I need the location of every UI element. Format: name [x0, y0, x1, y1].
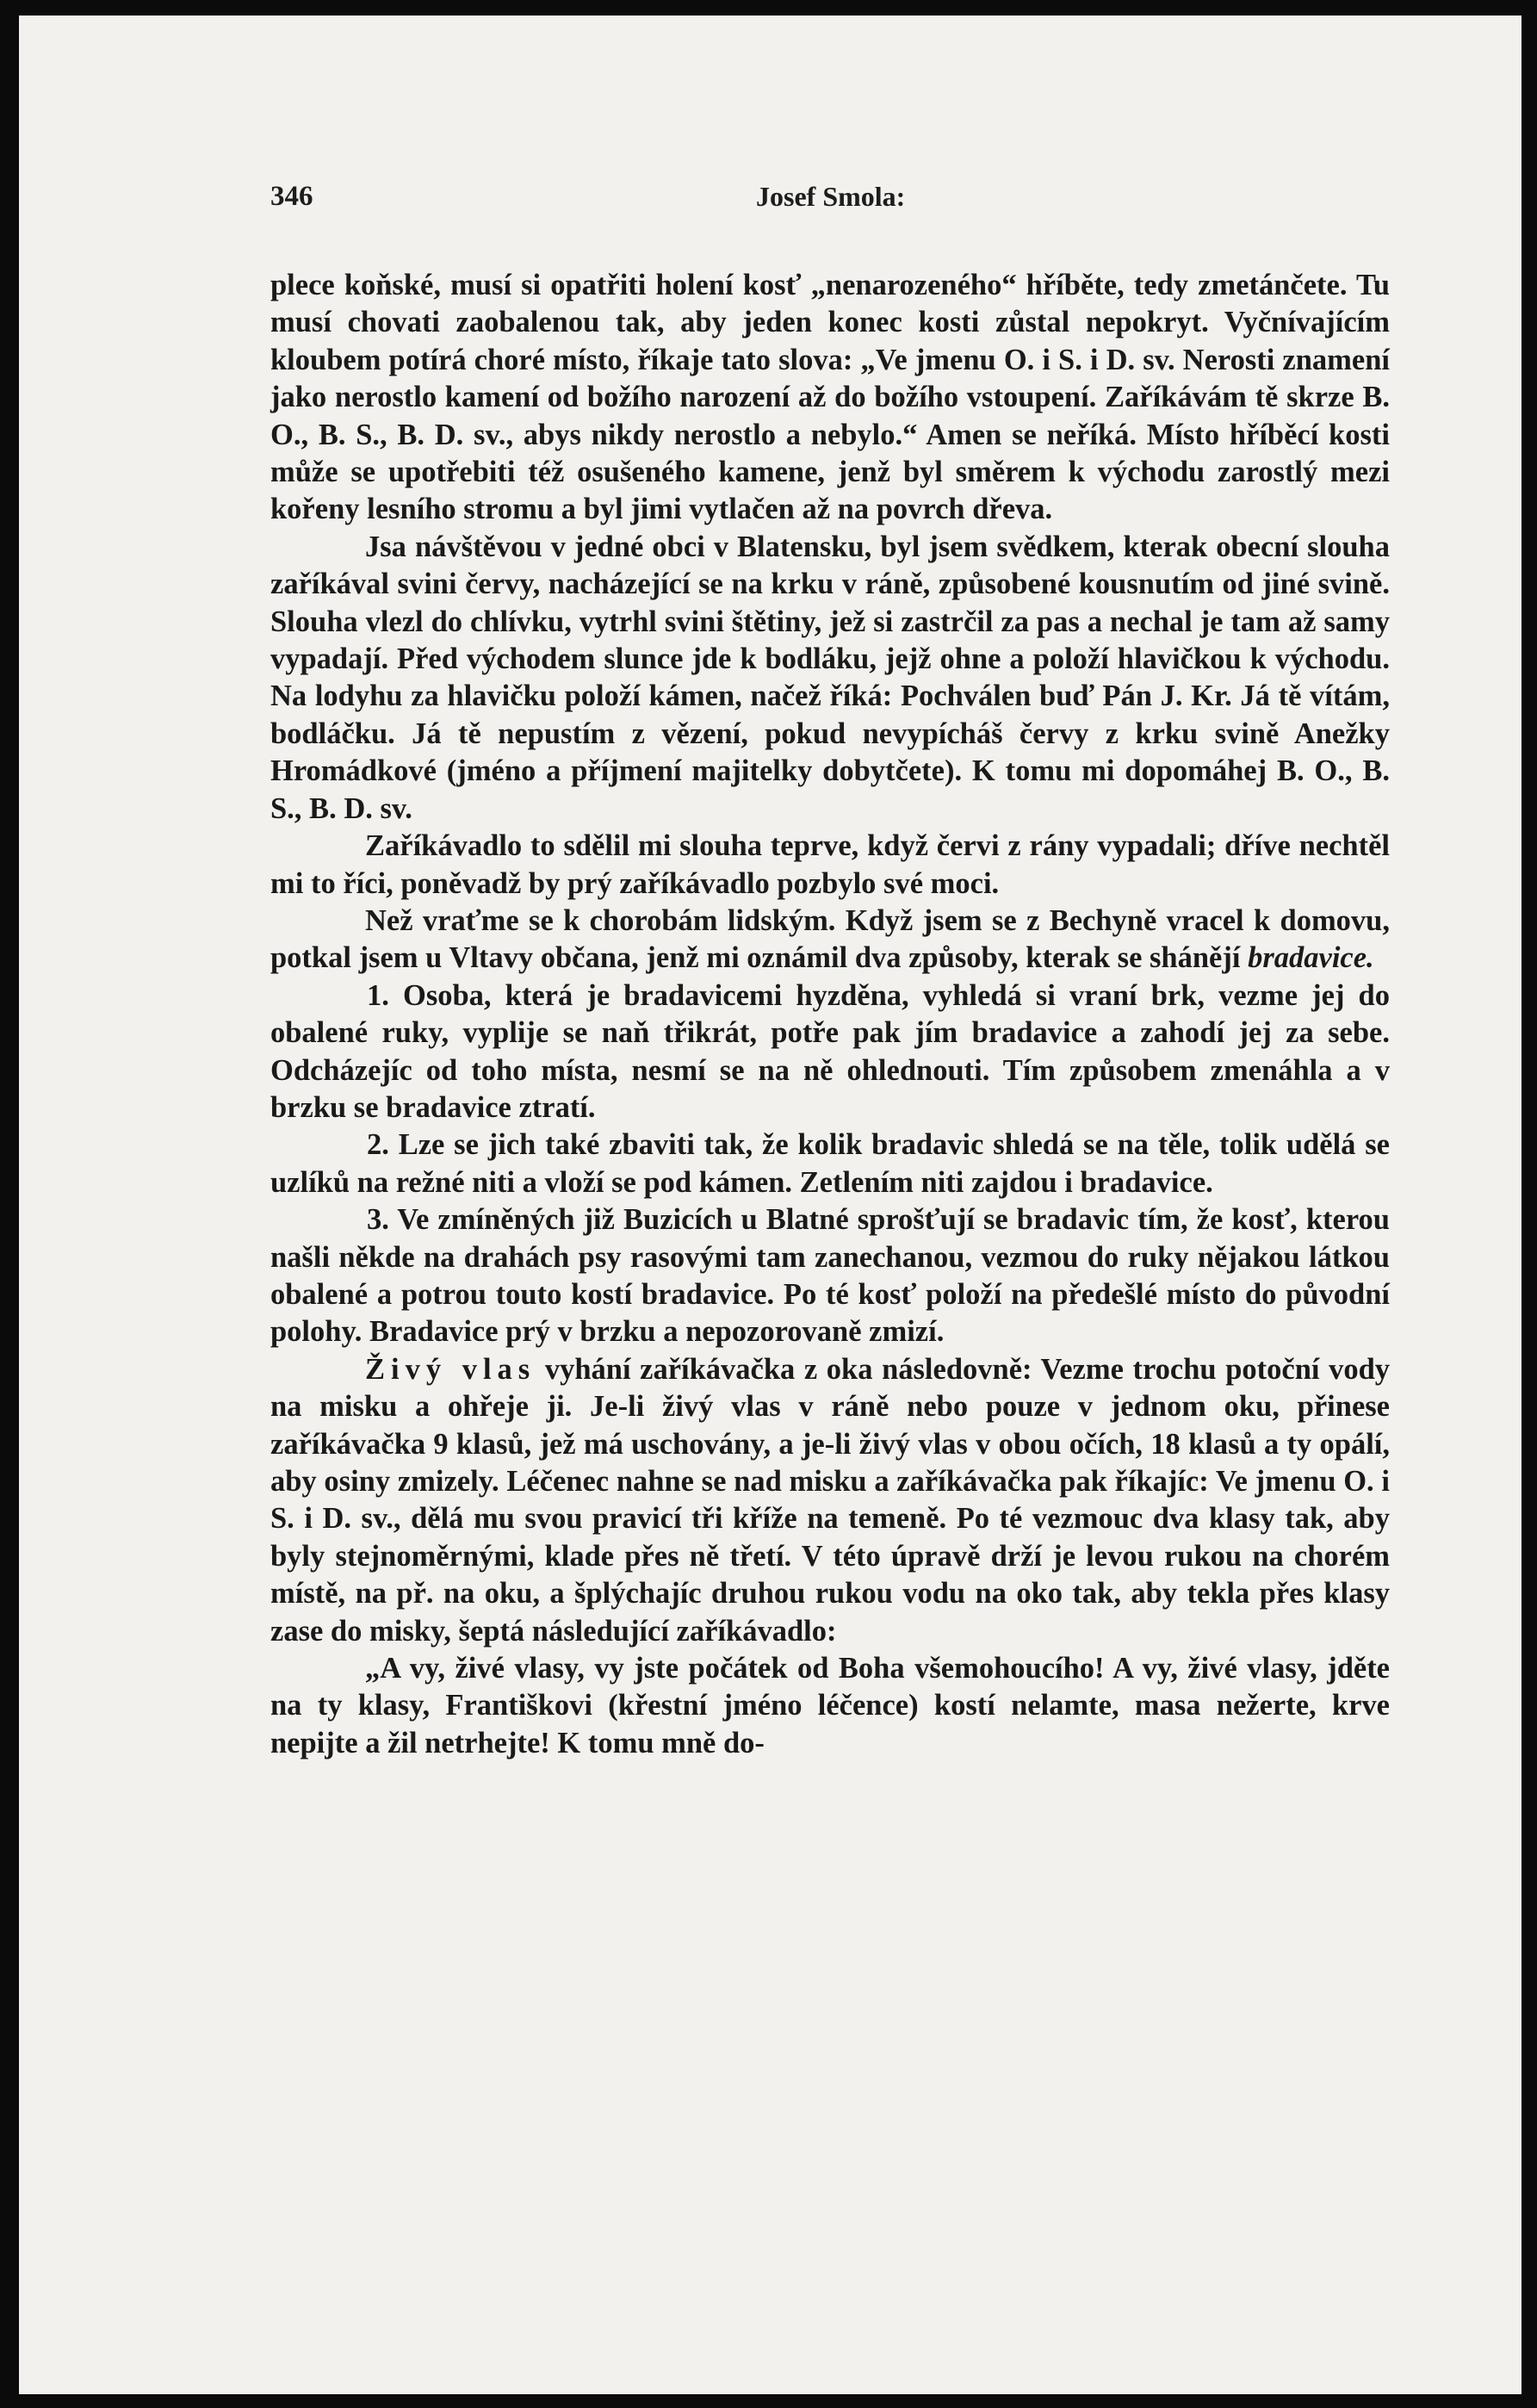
- paragraph: [270, 903, 1390, 977]
- list-item: 2. Lze se jich také zbaviti tak, že kolik bradavic shledá se na těle, tolik udělá se uzlíků na režné niti a vloží se pod kámen. Zetlením niti zajdou i bradavice.: [270, 1128, 1390, 1199]
- spaced-term: Živý vlas: [365, 1352, 536, 1386]
- paragraph-text: vyhání zaříkávačka z oka následovně: Vezme trochu potoční vody na misku a ohřeje ji. Je-li živý vlas v ráně nebo pouze v jednom oku, přinese zaříkávačka 9 klasů, jež má uschovány, a je-li živý vlas v obou očích, 18 klasů a ty opálí, aby osiny zmizely. Léčenec nahne se nad misku a zaříkávačka pak říkajíc: Ve jmenu O. i S. i D. sv., dělá mu svou pravicí tři kříže na temeně. Po té vezmouc dva klasy tak, aby byly stejnoměrnými, klade přes ně třetí. V této úpravě drží je levou rukou na chorém místě, na př. na oku, a šplýchajíc druhou rukou vodu na oko tak, aby tekla přes klasy zase do misky, šeptá následující zaříkávadlo:: [270, 1352, 1391, 1648]
- paragraph: [270, 1351, 1390, 1650]
- page-header: [19, 181, 1522, 233]
- page-number: 346: [270, 181, 313, 212]
- paragraph: Zaříkávadlo to sdělil mi slouha teprve, když červi z rány vypadali; dříve nechtěl mi to říci, poněvadž by prý zaříkávadlo pozbylo své moci.: [270, 829, 1390, 900]
- book-page: [19, 16, 1522, 2394]
- paragraph: „A vy, živé vlasy, vy jste počátek od Boha všemohoucího! A vy, živé vlasy, jděte na ty klasy, Františkovi (křestní jméno léčence) kostí nelamte, masa nežerte, krve nepijte a žil netrhejte! K tomu mně do-: [270, 1652, 1390, 1759]
- list-item: 1. Osoba, která je bradavicemi hyzděna, vyhledá si vraní brk, vezme jej do obalené ruky, vyplije se naň třikrát, potře pak jím bradavice a zahodí jej za sebe. Odcházejíc od toho místa, nesmí se na ně ohlednouti. Tím způsobem zmenáhla a v brzku se bradavice ztratí.: [270, 978, 1390, 1124]
- running-head: Josef Smola:: [756, 181, 906, 212]
- paragraph: plece koňské, musí si opatřiti holení kosť „nenarozeného“ hříběte, tedy zmetánčete. Tu musí chovati zaobalenou tak, aby jeden konec kosti zůstal nepokryt. Vyčnívajícím kloubem potírá choré místo, říkaje tato slova: „Ve jmenu O. i S. i D. sv. Nerosti znamení jako nerostlo kamení od božího narození až do božího vstoupení. Zaříkávám tě skrze B. O., B. S., B. D. sv., abys nikdy nerostlo a nebylo.“ Amen se neříká. Místo hříběcí kosti může se upotřebiti též osušeného kamene, jenž byl směrem k východu zarostlý mezi kořeny lesního stromu a byl jimi vytlačen až na povrch dřeva.: [270, 269, 1390, 526]
- body-text: [270, 267, 1390, 1762]
- paragraph-text: Než vraťme se k chorobám lidským. Když jsem se z Bechyně vracel k domovu, potkal jsem u Vltavy občana, jenž mi oznámil dva způsoby, kterak se shánějí: [270, 903, 1390, 975]
- emphasis-term: bradavice.: [1248, 941, 1374, 975]
- list-item: 3. Ve zmíněných již Buzicích u Blatné sprošťují se bradavic tím, že kosť, kterou našli někde na drahách psy rasovými tam zanechanou, vezmou do ruky nějakou látkou obalené a potrou touto kostí bradavice. Po té kosť položí na předešlé místo do původní polohy. Bradavice prý v brzku a nepozorovaně zmizí.: [270, 1203, 1390, 1349]
- paragraph: Jsa návštěvou v jedné obci v Blatensku, byl jsem svědkem, kterak obecní slouha zaříkával svini červy, nacházející se na krku v ráně, způsobené kousnutím od jiné svině. Slouha vlezl do chlívku, vytrhl svini štětiny, jež si zastrčil za pas a nechal je tam až samy vypadají. Před východem slunce jde k bodláku, jejž ohne a položí hlavičkou k východu. Na lodyhu za hlavičku položí kámen, načež říká: Pochválen buď Pán J. Kr. Já tě vítám, bodláčku. Já tě nepustím z vězení, pokud nevypícháš červy z krku svině Anežky Hromádkové (jméno a příjmení majitelky dobytčete). K tomu mi dopomáhej B. O., B. S., B. D. sv.: [270, 530, 1390, 825]
